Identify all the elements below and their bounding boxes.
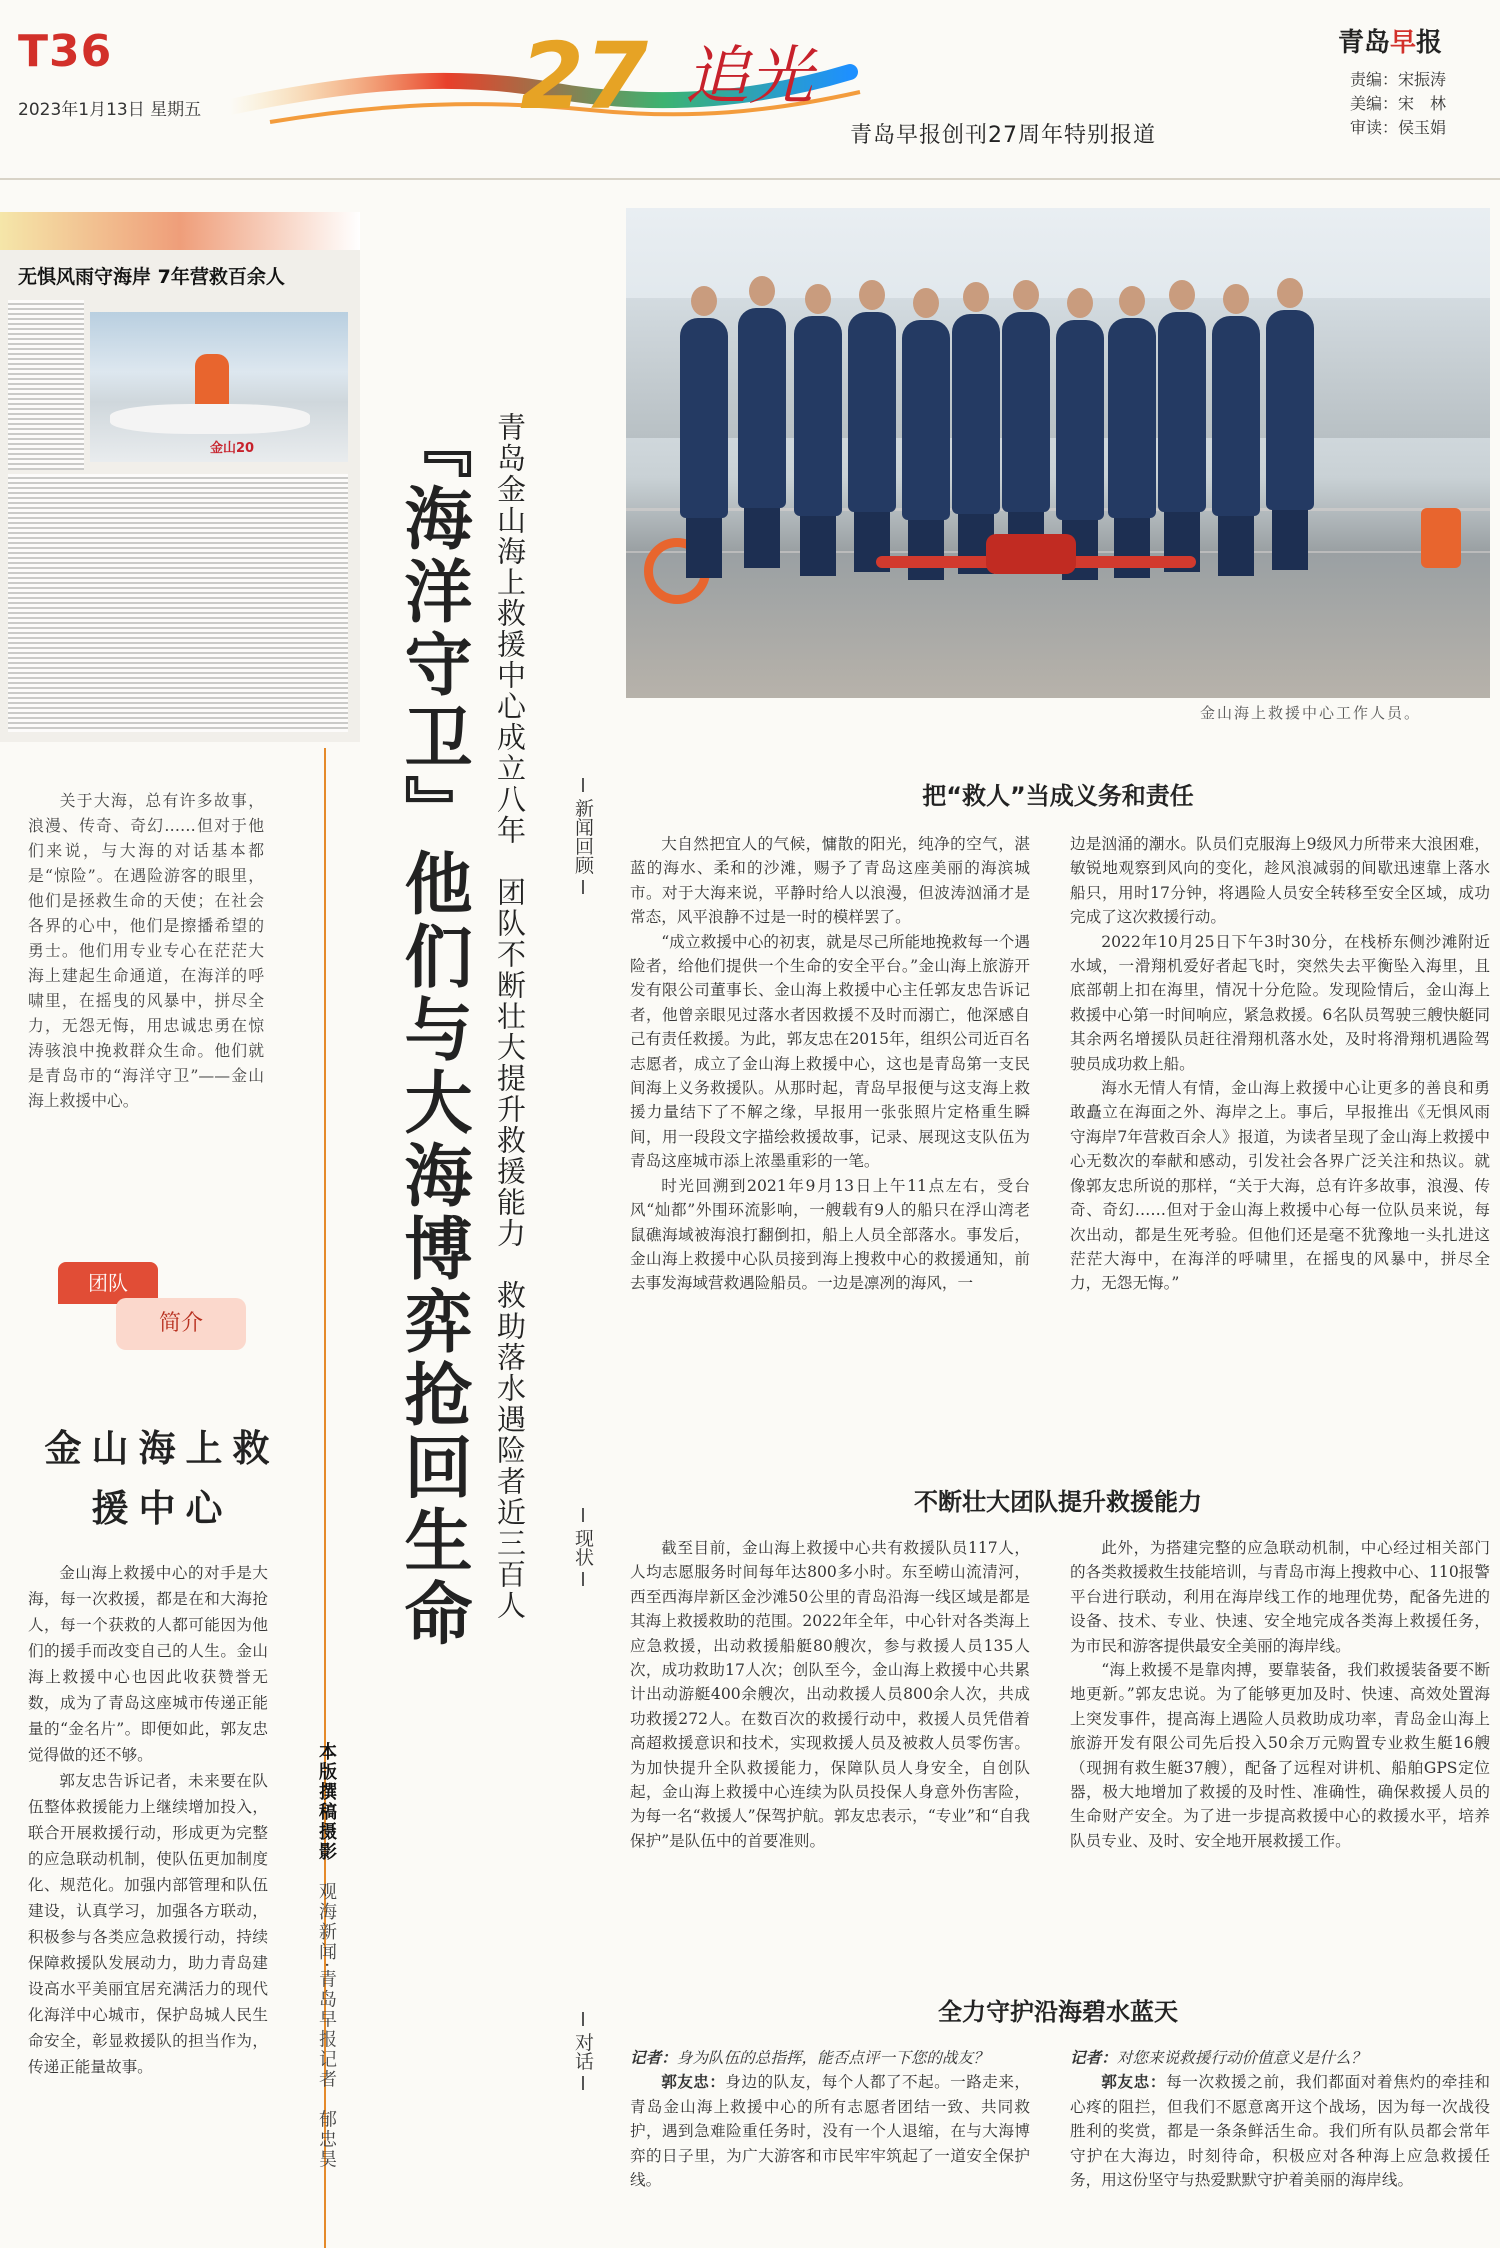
team-intro-badge: [58, 1262, 248, 1372]
intro-paragraph: 关于大海，总有许多故事，浪漫、传奇、奇幻……但对于他们来说，与大海的对话基本都是“惊险”。在遇险游客的眼里，他们是拯救生命的天使；在社会各界的心中，他们是擦播希望的勇士。他们用专业专心在茫茫大海上建起生命通道，在海洋的呼啸里，在摇曳的风暴中，拼尽全力，无怨无悔，用忠诚忠勇在惊涛骇浪中挽救群众生命。他们就是青岛市的“海洋守卫”——金山海上救援中心。: [28, 791, 264, 1110]
team-member: [952, 314, 1000, 514]
banner-art-text: 追光: [685, 40, 813, 114]
badge-team-label: 团队: [58, 1262, 158, 1304]
team-member: [738, 308, 786, 508]
section-2-right-column: [1070, 1536, 1490, 1853]
section-heading-duty: 把“救人”当成义务和责任: [922, 782, 1194, 810]
section-label-bar: [582, 1508, 584, 1522]
article-paragraph: 时光回溯到2021年9月13日上午11点左右，受台风“灿都”外围环流影响，一艘载有9人的船只在浮山湾老鼠礁海域被海浪打翻倒扣，船上人员全部落水。事发后，金山海上救援中心队员接到海上搜救中心的救援通知，前去事发海域营救遇险船员。一边是凛冽的海风，一: [630, 1176, 1030, 1293]
center-intro-body: [28, 1560, 268, 2080]
team-member: [1212, 316, 1260, 516]
section-heading-protect: 全力守护沿海碧水蓝天: [938, 1998, 1178, 2026]
chief-editor: 责编：宋振涛: [1350, 70, 1447, 89]
team-member: [794, 316, 842, 516]
article-paragraph: 2022年10月25日下午3时30分，在栈桥东侧沙滩附近水域，一滑翔机爱好者起飞时，突然失去平衡坠入海里，且底部朝上扣在海里，情况十分危险。发现险情后，金山海上救援中心第一时间响应，紧急救援。6名队员驾驶三艘快艇同其余两名增援队员赶往滑翔机落水处，及时将滑翔机遇险驾驶员成功救上船。: [1070, 932, 1490, 1073]
photo-caption: 金山海上救援中心工作人员。: [1200, 704, 1422, 722]
dialogue-answer: [630, 2070, 1030, 2192]
dialogue-text: 对您来说救援行动价值意义是什么？: [1116, 2049, 1367, 2067]
section-label-status: [570, 1508, 597, 1586]
byline-outlet: 观海新闻·青岛早报记者: [316, 1882, 337, 2090]
section-label-text: 新闻回顾: [572, 798, 594, 875]
team-member: [1266, 310, 1314, 510]
section-label-review: [570, 778, 597, 894]
page-number: T36: [18, 26, 113, 77]
section-label-bar: [582, 2076, 584, 2090]
dialogue-speaker: 郭友忠：: [1101, 2072, 1167, 2092]
dialogue-question: [1070, 2046, 1490, 2070]
section-3-right-column: [1070, 2046, 1490, 2192]
team-photo: [626, 208, 1490, 698]
thumbnail-headline: 无惧风雨守海岸 7年营救百余人: [18, 266, 285, 288]
byline-label: 本版撰稿摄影: [316, 1742, 337, 1862]
thumbnail-text-block: [8, 300, 84, 470]
art-editor: 美编：宋 林: [1350, 94, 1447, 113]
dialogue-question: [630, 2046, 1030, 2070]
previous-report-thumbnail: [0, 212, 360, 742]
thumbnail-body-text: [8, 474, 348, 732]
dialogue-text: 每一次救援之前，我们都面对着焦灼的牵挂和心疼的阻拦，但我们不愿意离开这个战场，因为每一次战役胜利的奖赏，都是一条条鲜活生命。我们所有队员都会常年守护在大海边，时刻待命，积极应对各种海上应急救援任务，用这份坚守与热爱默默守护着美丽的海岸线。: [1070, 2073, 1490, 2190]
article-paragraph: “成立救援中心的初衷，就是尽己所能地挽救每一个遇险者，给他们提供一个生命的安全平台。”金山海上旅游开发有限公司董事长、金山海上救援中心主任郭友忠告诉记者，他曾亲眼见过落水者因救援不及时而溺亡，他深感自己有责任救援。为此，郭友忠在2015年，组织公司近百名志愿者，成立了金山海上救援中心，这也是青岛第一支民间海上义务救援队。从那时起，青岛早报便与这支海上救援力量结下了不解之缘，早报用一张张照片定格重生瞬间，用一段段文字描绘救援故事，记录、展现这支队伍为青岛这座城市添上浓墨重彩的一笔。: [630, 932, 1030, 1171]
section-label-bar: [582, 1572, 584, 1586]
team-member: [1056, 320, 1104, 520]
section-label-dialogue: [570, 2012, 597, 2090]
main-headline: 『海洋守卫』他们与大海博弈抢回生命: [393, 410, 473, 1651]
section-label-text: 对话: [572, 2032, 594, 2071]
section-1-right-column: [1070, 832, 1490, 1296]
section-2-left-column: [630, 1536, 1030, 1853]
dialogue-speaker: 记者：: [630, 2048, 677, 2067]
banner-number: 27: [520, 23, 649, 130]
center-name-heading: 金山海上救援中心: [44, 1426, 280, 1530]
dialogue-answer: [1070, 2070, 1490, 2192]
article-paragraph: 截至目前，金山海上救援中心共有救援队员117人，人均志愿服务时间每年达800多小时。东至崂山流清河，西至西海岸新区金沙滩50公里的青岛沿海一线区域是都是其海上救援救助的范围。2022年全年，中心针对各类海上应急救援，出动救援船艇80艘次，参与救援人员135人次，成功救助17人次；创队至今，金山海上救援中心共累计出动游艇400余艘次，出动救援人员800余人次，共成功救援272人。在数百次的救援行动中，救援人员凭借着高超救援意识和技术，实现救援人员及被救人员零伤害。为加快提升全队救援能力，保障队员人身安全，自创队起，金山海上救援中心连续为队员投保人身意外伤害险，为每一名“救援人”保驾护航。郭友忠表示，“专业”和“自我保护”是队伍中的首要准则。: [630, 1539, 1030, 1850]
logo-suffix: 报: [1416, 28, 1443, 58]
logo-mark: 早: [1390, 28, 1417, 58]
dialogue-speaker: 郭友忠：: [661, 2072, 726, 2092]
dialogue-speaker: 记者：: [1070, 2048, 1117, 2067]
center-intro-paragraph: 郭友忠告诉记者，未来要在队伍整体救援能力上继续增加投入，联合开展救援行动，形成更为完整的应急联动机制，使队伍更加制度化、规范化。加强内部管理和队伍建设，认真学习，加强各方联动，积极参与各类应急救援行动，持续保障救援队发展动力，助力青岛建设高水平美丽宜居充满活力的现代化海洋中心城市，保护岛城人民生命安全，彰显救援队的担当作为，传递正能量故事。: [28, 1772, 268, 2076]
team-member: [1158, 312, 1206, 512]
logo-prefix: 青岛: [1338, 28, 1391, 58]
anniversary-banner: [230, 12, 870, 172]
proofreader: 审读：侯玉娟: [1350, 118, 1447, 137]
team-member: [848, 312, 896, 512]
badge-intro-label: 简介: [116, 1298, 246, 1350]
thumbnail-boat-sign: 金山20: [210, 441, 255, 456]
banner-subtitle: 青岛早报创刊27周年特别报道: [850, 123, 1156, 148]
dialogue-text: 身边的队友，每个人都了不起。一路走来，青岛金山海上救援中心的所有志愿者团结一致、共同救护，遇到急难险重任务时，没有一个人退缩，在与大海博弈的日子里，为广大游客和市民牢牢筑起了一道安全保护线。: [630, 2073, 1030, 2190]
thumbnail-boat: [110, 404, 310, 434]
article-paragraph: 边是汹涌的潮水。队员们克服海上9级风力所带来大浪困难，敏锐地观察到风向的变化，趁风浪减弱的间歇迅速靠上落水船只，用时17分钟，将遇险人员安全转移至安全区域，成功完成了这次救援行动。: [1070, 835, 1490, 927]
thumbnail-masthead: [0, 212, 360, 250]
dialogue-text: 身为队伍的总指挥，能否点评一下您的战友？: [676, 2049, 989, 2067]
section-1-left-column: [630, 832, 1030, 1296]
section-3-left-column: [630, 2046, 1030, 2192]
newspaper-logo: [1338, 22, 1442, 59]
drone-body: [986, 534, 1076, 574]
sub-headline: 青岛金山海上救援中心成立八年 团队不断壮大提升救援能力 救助落水遇险者近三百人: [493, 412, 527, 1621]
thumbnail-photo: [90, 312, 348, 462]
team-member: [1002, 312, 1050, 512]
article-paragraph: 此外，为搭建完整的应急联动机制，中心经过相关部门的各类救援救生技能培训，与青岛市海上搜救中心、110报警平台进行联动，利用在海岸线工作的地理优势，配备先进的设备、技术、专业、快速、安全地完成各类海上救援任务，为市民和游客提供最安全美丽的海岸线。: [1070, 1539, 1490, 1655]
team-member: [680, 318, 728, 518]
center-intro-paragraph: 金山海上救援中心的对手是大海，每一次救援，都是在和大海抢人，每一个获救的人都可能因为他们的援手而改变自己的人生。金山海上救援中心也因此收获赞誉无数，成为了青岛这座城市传递正能量的“金名片”。即便如此，郭友忠觉得做的还不够。: [28, 1564, 268, 1764]
issue-date: 2023年1月13日 星期五: [18, 100, 202, 120]
header-divider: [0, 178, 1500, 180]
section-label-bar: [582, 2012, 584, 2026]
team-member: [1108, 318, 1156, 518]
article-paragraph: 大自然把宜人的气候，慵散的阳光，纯净的空气，湛蓝的海水、柔和的沙滩，赐予了青岛这座美丽的海滨城市。对于大海来说，平静时给人以浪漫，但波涛汹涌才是常态，风平浪静不过是一时的模样罢了。: [630, 835, 1030, 927]
section-label-bar: [582, 880, 584, 894]
life-jacket: [1421, 508, 1461, 568]
section-label-bar: [582, 778, 584, 792]
article-paragraph: “海上救援不是靠肉搏，要靠装备，我们救援装备要不断地更新。”郭友忠说。为了能够更加及时、快速、高效处置海上突发事件，提高海上遇险人员救助成功率，青岛金山海上旅游开发有限公司先后投入50余万元购置专业救生艇16艘（现拥有救生艇37艘），配备了远程对讲机、船舶GPS定位器，极大地增加了救援的及时性、准确性，确保救援人员的生命财产安全。为了进一步提高救援中心的救援水平，培养队员专业、及时、安全地开展救援工作。: [1070, 1661, 1490, 1850]
editor-credits: [1350, 68, 1446, 140]
section-label-text: 现状: [572, 1528, 594, 1567]
section-heading-capability: 不断壮大团队提升救援能力: [914, 1488, 1202, 1516]
team-member: [902, 320, 950, 520]
byline: [313, 1742, 339, 2170]
byline-reporter: 郁忠昊: [316, 2109, 337, 2170]
article-paragraph: 海水无情人有情，金山海上救援中心让更多的善良和勇敢矗立在海面之外、海岸之上。事后，早报推出《无惧风雨守海岸7年营救百余人》报道，为读者呈现了金山海上救援中心无数次的奉献和感动，引发社会各界广泛关注和热议。就像郭友忠所说的那样，“关于大海，总有许多故事，浪漫、传奇、奇幻……但对于金山海上救援中心每一位队员来说，每次出动，都是生死考验。但他们还是毫不犹豫地一头扎进这茫茫大海中，在海洋的呼啸里，在摇曳的风暴中，拼尽全力，无怨无悔。”: [1070, 1079, 1490, 1293]
